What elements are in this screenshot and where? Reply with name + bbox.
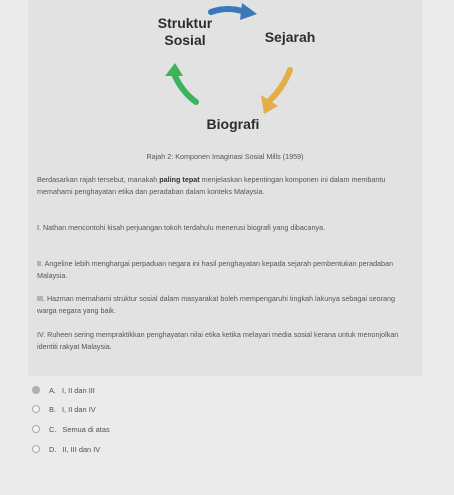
statement-3: III. Hazman memahami struktur sosial dalam masyarakat boleh mempengaruhi tingkah lakunya sebagai seorang warga negara yang baik. [37,294,395,315]
question-card [28,0,422,376]
radio-d[interactable] [32,445,40,453]
node-struktur-sosial: Struktur Sosial [157,15,213,48]
option-d-text: II, III dan IV [62,444,101,454]
intro-text-start: Berdasarkan rajah tersebut, manakah [37,175,160,184]
node-sejarah: Sejarah [264,29,316,45]
radio-a[interactable] [32,386,40,394]
option-c-letter: C. [49,424,57,434]
option-b-letter: B. [49,404,56,414]
option-d[interactable] [32,442,100,456]
option-d-letter: D. [49,444,57,454]
radio-b[interactable] [32,405,40,413]
statement-1: I. Nathan mencontohi kisah perjuangan tokoh terdahulu menerusi biografi yang dibacanya. [37,223,326,232]
radio-c[interactable] [32,425,40,433]
option-b-text: I, II dan IV [61,404,96,414]
statement-4: IV. Ruheen sering mempraktikkan penghayatan nilai etika ketika melayari media sosial kerana untuk menonjolkan identiti rakyat Malaysia. [37,330,399,351]
option-c[interactable] [32,422,110,436]
arrow-right-icon [261,70,290,114]
option-b[interactable] [32,402,96,416]
statement-2: II. Angeline lebih menghargai perpaduan negara ini hasil penghayatan kepada sejarah pembentukan peradaban Malaysia. [37,259,394,280]
question-intro [37,174,409,198]
intro-emphasis: paling tepat [159,175,200,184]
option-a-letter: A. [49,385,56,395]
arrow-left-icon [165,63,196,102]
node-biografi: Biografi [206,116,260,132]
option-c-text: Semua di atas [62,424,110,434]
intro-text-end: menjelaskan kepentingan komponen ini dalam membantu memahami penghayatan etika dan peradaban dalam konteks Malaysia. [37,175,386,196]
figure-caption: Rajah 2: Komponen Imaginasi Sosial Mills (1959) [146,152,304,161]
imaginasi-sosial-diagram [28,0,422,140]
option-a[interactable] [32,383,95,397]
option-a-text: I, II dan III [61,385,95,395]
